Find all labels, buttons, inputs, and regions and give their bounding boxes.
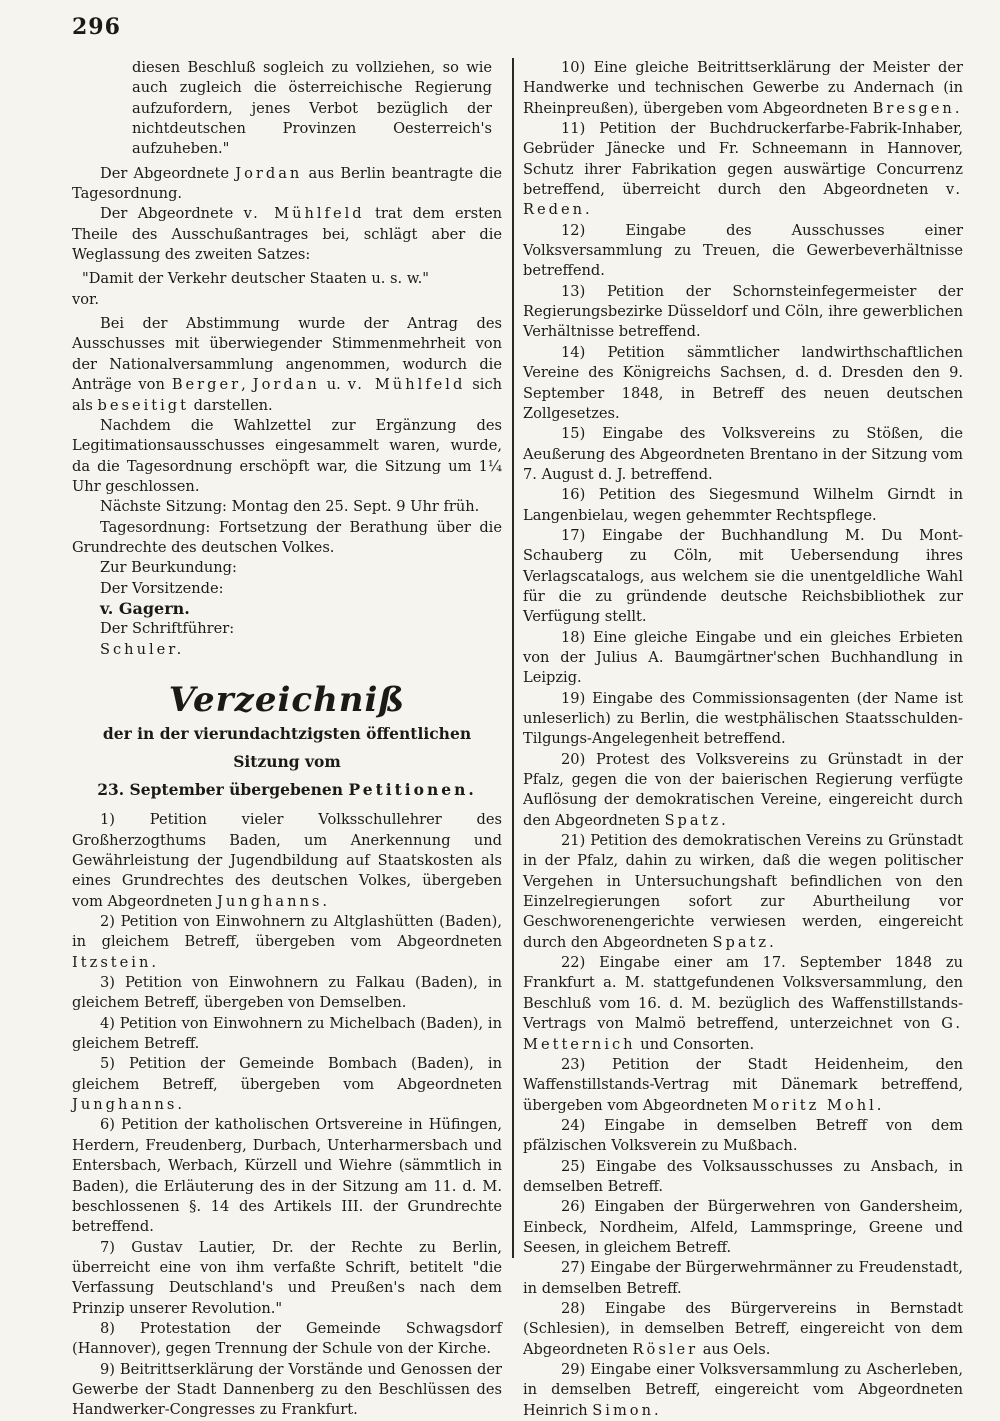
left-column bbox=[72, 58, 502, 1421]
petition-21: 21) Petition des demokratischen Vereins zu Grünstadt in der Pfalz, dahin zu wirken, daß die wegen politischer Vergehen in Untersuchungshaft befindlichen von den Einzelregierungen sofort zur Aburtheilung vor Geschworenengerichte verwiesen werden, eingereicht durch den Abgeordneten Spatz. bbox=[523, 832, 963, 951]
quoted-resolution-end: diesen Beschluß sogleich zu vollziehen, so wie auch zugleich die österreichische Regierung aufzufordern, jenes Verbot bezüglich der nichtdeutschen Provinzen Oesterreich's aufzuheben." bbox=[132, 59, 492, 158]
petition-16: 16) Petition des Siegesmund Wilhelm Girndt in Langenbielau, wegen gehemmter Rechtspflege. bbox=[523, 486, 963, 524]
petition-9: 9) Beitrittserklärung der Vorstände und Genossen der Gewerbe der Stadt Dannenberg zu den Beschlüssen des Handwerker-Congresses zu Frankfurt. bbox=[72, 1360, 502, 1419]
petition-2: 2) Petition von Einwohnern zu Altglashütten (Baden), in gleichem Betreff, übergeben vom Abgeordneten Itzstein. bbox=[72, 913, 502, 971]
petition-26: 26) Eingaben der Bürgerwehren von Gandersheim, Einbeck, Nordheim, Alfeld, Lammspringe, Greene und Seesen, in gleichem Betreff. bbox=[523, 1198, 963, 1256]
paragraph-muehlfeld: Der Abgeordnete v. Mühlfeld trat dem ersten Theile des Ausschußantrages bei, schlägt aber die Weglassung des zweiten Satzes: bbox=[72, 205, 502, 264]
paragraph-vor: vor. bbox=[72, 290, 100, 308]
petition-19: 19) Eingabe des Commissionsagenten (der Name ist unleserlich) zu Berlin, die westphälischen Staatsschulden-Tilgungs-Angelegenheit betreffend. bbox=[523, 689, 963, 748]
petition-23: 23) Petition der Stadt Heidenheim, den Waffenstillstands-Vertrag mit Dänemark betreffend, übergeben vom Abgeordneten Moritz Mohl. bbox=[523, 1055, 963, 1114]
petition-7: 7) Gustav Lautier, Dr. der Rechte zu Berlin, überreicht eine von ihm verfaßte Schrift, betitelt "die Verfassung Deutschland's und Preußen's nach dem Prinzip unserer Revolution." bbox=[72, 1238, 502, 1317]
section-heading: Verzeichniß bbox=[168, 679, 406, 720]
column-divider bbox=[512, 58, 514, 1258]
right-column bbox=[523, 58, 963, 1421]
agenda: Tagesordnung: Fortsetzung der Berathung über die Grundrechte des deutschen Volkes. bbox=[72, 518, 502, 556]
petition-27: 27) Eingabe der Bürgerwehrmänner zu Freudenstadt, in demselben Betreff. bbox=[523, 1259, 963, 1297]
section-subheading: der in der vierundachtzigsten öffentlichen Sitzung vom 23. September übergebenen Petitionen. bbox=[97, 724, 477, 800]
paragraph-closing: Nachdem die Wahlzettel zur Ergänzung des Legitimationsausschusses eingesammelt waren, wurde, da die Tagesordnung erschöpft war, die Sitzung um 1¼ Uhr geschlossen. bbox=[72, 416, 502, 495]
petition-4: 4) Petition von Einwohnern zu Michelbach (Baden), in gleichem Betreff. bbox=[72, 1014, 502, 1053]
chair-title: Der Vorsitzende: bbox=[100, 579, 224, 597]
paragraph-jordan: Der Abgeordnete Jordan aus Berlin beantragte die Tagesordnung. bbox=[72, 164, 502, 203]
next-session: Nächste Sitzung: Montag den 25. Sept. 9 Uhr früh. bbox=[100, 498, 480, 516]
petition-18: 18) Eine gleiche Eingabe und ein gleiches Erbieten von der Julius A. Baumgärtner'schen Buchhandlung in Leipzig. bbox=[523, 628, 963, 687]
petition-25: 25) Eingabe des Volksausschusses zu Ansbach, in demselben Betreff. bbox=[523, 1157, 963, 1195]
petition-8: 8) Protestation der Gemeinde Schwagsdorf (Hannover), gegen Trennung der Schule von der Kirche. bbox=[72, 1319, 502, 1358]
petition-29: 29) Eingabe einer Volksversammlung zu Ascherleben, in demselben Betreff, eingereicht vom Abgeordneten Heinrich Simon. bbox=[523, 1361, 963, 1419]
petition-1: 1) Petition vieler Volksschullehrer des Großherzogthums Baden, um Anerkennung und Gewährleistung der Jugendbildung auf Staatskosten als eines Grundrechtes des deutschen Volkes, übergeben vom Abgeordneten Junghanns. bbox=[72, 811, 502, 910]
petition-13: 13) Petition der Schornsteinfegermeister der Regierungsbezirke Düsseldorf und Cöln, ihre gewerblichen Verhältnisse betreffend. bbox=[523, 282, 963, 341]
secretary-name: Schuler. bbox=[100, 640, 185, 658]
petition-24: 24) Eingabe in demselben Betreff von dem pfälzischen Volksverein zu Mußbach. bbox=[523, 1116, 963, 1155]
petition-15: 15) Eingabe des Volksvereins zu Stößen, die Aeußerung des Abgeordneten Brentano in der Sitzung vom 7. August d. J. betreffend. bbox=[523, 425, 963, 483]
petition-22: 22) Eingabe einer am 17. September 1848 zu Frankfurt a. M. stattgefundenen Volksversammlung, den Beschluß vom 16. d. M. bezüglich des Waffenstillstands-Vertrags von Malmö betreffend, unterzeichnet von G. Metternich und Consorten. bbox=[523, 954, 963, 1053]
petition-12: 12) Eingabe des Ausschusses einer Volksversammlung zu Treuen, die Gewerbeverhältnisse betreffend. bbox=[523, 221, 963, 280]
petition-5: 5) Petition der Gemeinde Bombach (Baden), in gleichem Betreff, übergeben vom Abgeordneten Junghanns. bbox=[72, 1055, 502, 1114]
page-number: 296 bbox=[72, 14, 121, 40]
petition-28: 28) Eingabe des Bürgervereins in Bernstadt (Schlesien), in demselben Betreff, eingereicht von dem Abgeordneten Rösler aus Oels. bbox=[523, 1299, 963, 1358]
petition-14: 14) Petition sämmtlicher landwirthschaftlichen Vereine des Königreichs Sachsen, d. d. Dresden den 9. September 1848, in Betreff des neuen deutschen Zollgesetzes. bbox=[523, 343, 963, 422]
petition-11: 11) Petition der Buchdruckerfarbe-Fabrik-Inhaber, Gebrüder Jänecke und Fr. Schneemann in Hannover, Schutz ihrer Fabrikation gegen auswärtige Concurrenz betreffend, überreicht durch den Abgeordneten v. Reden. bbox=[523, 120, 963, 219]
petition-20: 20) Protest des Volksvereins zu Grünstadt in der Pfalz, gegen die von der baierischen Regierung verfügte Auflösung der demokratischen Vereine, eingereicht durch den Abgeordneten Spatz. bbox=[523, 750, 963, 829]
petition-17: 17) Eingabe der Buchhandlung M. Du Mont-Schauberg zu Cöln, mit Uebersendung ihres Verlagscatalogs, aus welchem sie die unentgeldliche Wahl für die zu gründende deutsche Reichsbibliothek zur Verfügung stellt. bbox=[523, 526, 963, 626]
signature-intro: Zur Beurkundung: bbox=[100, 559, 237, 577]
petition-10: 10) Eine gleiche Beitrittserklärung der Meister der Handwerke und technischen Gewerbe zu Andernach (in Rheinpreußen), übergeben vom Abgeordneten Bresgen. bbox=[523, 59, 963, 117]
quoted-sentence: "Damit der Verkehr deutscher Staaten u. s. w." bbox=[82, 270, 429, 288]
paragraph-vote: Bei der Abstimmung wurde der Antrag des Ausschusses mit überwiegender Stimmenmehrheit von der Nationalversammlung angenommen, wodurch die Anträge von Berger, Jordan u. v. Mühlfeld sich als beseitigt darstellen. bbox=[72, 315, 503, 414]
petition-6: 6) Petition der katholischen Ortsvereine in Hüfingen, Herdern, Freudenberg, Durbach, Unterharmersbach und Entersbach, Werbach, Kürzell und Wiehre (sämmtlich in Baden), die Erläuterung des in der Sitzung am 11. d. M. beschlossenen §. 14 des Artikels III. der Grundrechte betreffend. bbox=[72, 1116, 502, 1236]
chair-name: v. Gagern. bbox=[100, 598, 190, 618]
secretary-title: Der Schriftführer: bbox=[100, 620, 235, 638]
petition-3: 3) Petition von Einwohnern zu Falkau (Baden), in gleichem Betreff, übergeben von Demselben. bbox=[72, 974, 502, 1012]
